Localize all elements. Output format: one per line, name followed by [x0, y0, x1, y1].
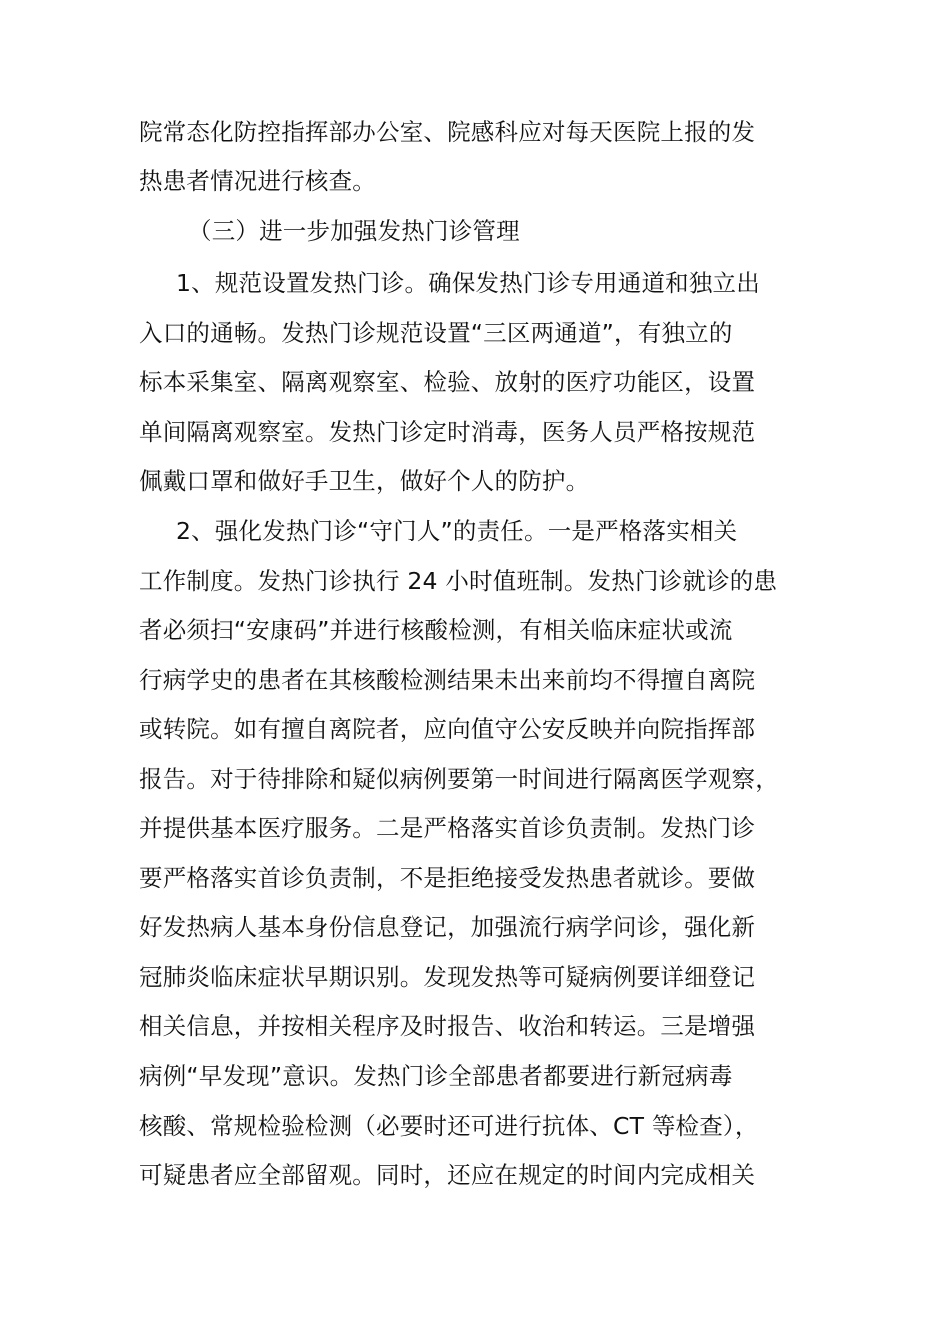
text-line: 要严格落实首诊负责制，不是拒绝接受发热患者就诊。要做: [139, 864, 756, 892]
text-line: 并提供基本医疗服务。二是严格落实首诊负责制。发热门诊: [139, 814, 756, 842]
text-line: 1、规范设置发热门诊。确保发热门诊专用通道和独立出: [176, 269, 760, 297]
text-line: 单间隔离观察室。发热门诊定时消毒，医务人员严格按规范: [139, 418, 756, 446]
text-line: 热患者情况进行核查。: [139, 167, 376, 195]
section-heading: （三）进一步加强发热门诊管理: [188, 217, 520, 245]
text-line: 院常态化防控指挥部办公室、院感科应对每天医院上报的发: [139, 118, 756, 146]
text-line: 冠肺炎临床症状早期识别。发现发热等可疑病例要详细登记: [139, 963, 756, 991]
text-line: 者必须扫“安康码”并进行核酸检测，有相关临床症状或流: [139, 616, 733, 644]
text-line: 或转院。如有擅自离院者，应向值守公安反映并向院指挥部: [139, 715, 756, 743]
text-line: 病例“早发现”意识。发热门诊全部患者都要进行新冠病毒: [139, 1062, 733, 1090]
text-line: 可疑患者应全部留观。同时，还应在规定的时间内完成相关: [139, 1161, 756, 1189]
text-line: 报告。对于待排除和疑似病例要第一时间进行隔离医学观察，: [139, 765, 779, 793]
text-line: 相关信息，并按相关程序及时报告、收治和转运。三是增强: [139, 1012, 756, 1040]
text-line: 佩戴口罩和做好手卫生，做好个人的防护。: [139, 467, 590, 495]
text-line: 2、强化发热门诊“守门人”的责任。一是严格落实相关: [176, 517, 738, 545]
text-line: 好发热病人基本身份信息登记，加强流行病学问诊，强化新: [139, 913, 756, 941]
text-line: 核酸、常规检验检测（必要时还可进行抗体、CT 等检查），: [139, 1112, 759, 1140]
text-line: 工作制度。发热门诊执行 24 小时值班制。发热门诊就诊的患: [139, 567, 778, 595]
text-line: 标本采集室、隔离观察室、检验、放射的医疗功能区，设置: [139, 368, 756, 396]
text-line: 行病学史的患者在其核酸检测结果未出来前均不得擅自离院: [139, 666, 756, 694]
text-line: 入口的通畅。发热门诊规范设置“三区两通道”，有独立的: [139, 319, 733, 347]
